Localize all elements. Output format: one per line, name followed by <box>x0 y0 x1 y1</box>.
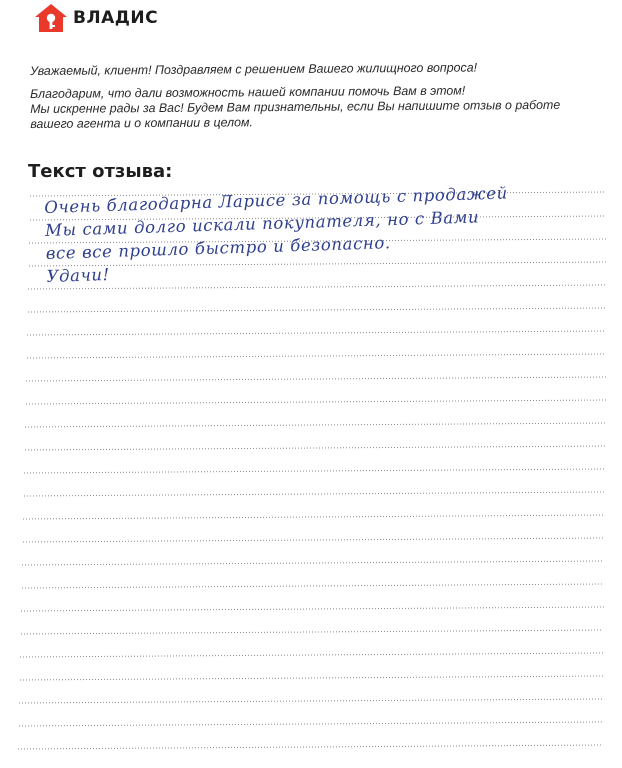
writing-line <box>22 561 604 565</box>
writing-line <box>20 653 603 657</box>
review-heading: Текст отзыва: <box>28 161 173 182</box>
writing-line <box>21 607 604 611</box>
writing-line <box>25 423 606 427</box>
writing-line <box>24 492 605 496</box>
thanks-line-3: вашего агента и о компании в целом. <box>30 115 253 131</box>
writing-line <box>27 331 606 335</box>
writing-line <box>26 400 606 404</box>
writing-line <box>22 584 604 588</box>
handwritten-line-4: Удачи! <box>46 264 111 286</box>
writing-line <box>28 308 606 312</box>
writing-line <box>20 676 603 680</box>
greeting-line: Уважаемый, клиент! Поздравляем с решением Вашего жилищного вопроса! <box>30 60 478 78</box>
writing-line <box>19 699 602 703</box>
writing-line <box>27 354 606 358</box>
handwritten-line-3: все все прошло быстро и безопасно. <box>45 233 392 263</box>
writing-line <box>25 446 606 450</box>
writing-line <box>18 745 602 749</box>
handwritten-line-1: Очень благодарна Ларисе за помощь с продажей <box>44 183 509 217</box>
writing-line <box>23 515 605 519</box>
writing-line <box>23 538 605 542</box>
handwritten-review <box>44 178 617 288</box>
logo-text: ВЛАДИС <box>73 8 159 28</box>
writing-line <box>26 377 606 381</box>
writing-line <box>21 630 603 634</box>
writing-line <box>19 722 602 726</box>
thanks-line-2: Мы искренне рады за Вас! Будем Вам признательны, если Вы напишите отзыв о работе <box>30 97 561 116</box>
writing-line <box>24 469 605 473</box>
thanks-line-1: Благодарим, что дали возможность нашей компании помочь Вам в этом! <box>30 83 466 101</box>
handwritten-line-2: Мы сами долго искали покупателя, но с Вами <box>44 207 480 240</box>
